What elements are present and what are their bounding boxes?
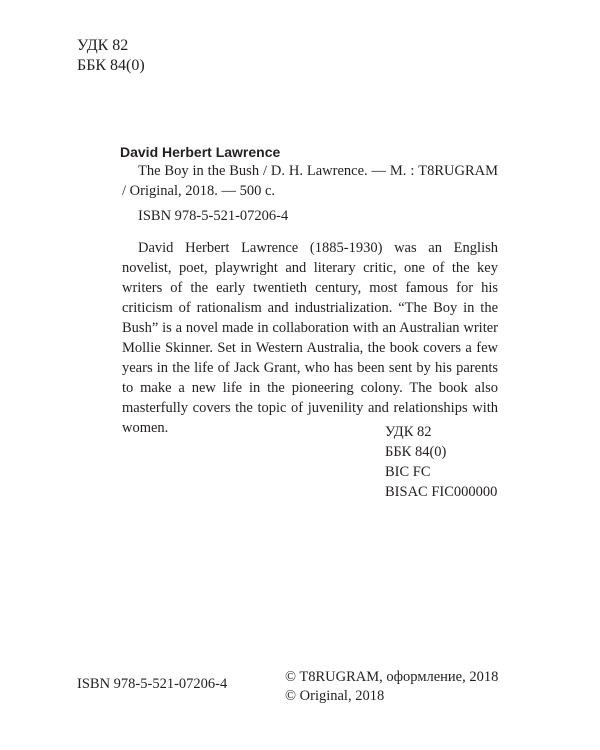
- top-classification-codes: [77, 36, 145, 76]
- copyright-original: © Original, 2018: [285, 688, 385, 704]
- classification-code-bic: BIC FC: [385, 464, 431, 480]
- copyright-design: © T8RUGRAM, оформление, 2018: [285, 669, 499, 685]
- bottom-isbn: ISBN 978-5-521-07206-4: [77, 676, 228, 692]
- bibliographic-block: [122, 143, 498, 201]
- bibliographic-entry: The Boy in the Bush / D. H. Lawrence. — М. : T8RUGRAM / Original, 2018. — 500 с.: [122, 163, 498, 199]
- classification-code-udk: УДК 82: [385, 424, 432, 440]
- classification-code-bisac: BISAC FIC000000: [385, 484, 498, 500]
- author-name: David Herbert Lawrence: [120, 144, 281, 160]
- bbk-code: ББК 84(0): [77, 57, 145, 74]
- copyright-notices: [285, 668, 498, 706]
- book-description: David Herbert Lawrence (1885-1930) was an English novelist, poet, playwright and literary critic, one of the key writers of the early twentieth century, most famous for his criticism of rationalism and industrialization. “The Boy in the Bush” is a novel made in collaboration with an Australian writer Mollie Skinner. Set in Western Australia, the book covers a few years in the life of Jack Grant, who has been sent by his parents to make a new life in the pioneering colony. The book also masterfully covers the topic of juvenility and relationships with women.: [122, 240, 498, 436]
- classification-code-bbk: ББК 84(0): [385, 444, 447, 460]
- udk-code: УДК 82: [77, 37, 129, 54]
- classification-codes: [385, 422, 497, 502]
- isbn: ISBN 978-5-521-07206-4: [138, 208, 289, 224]
